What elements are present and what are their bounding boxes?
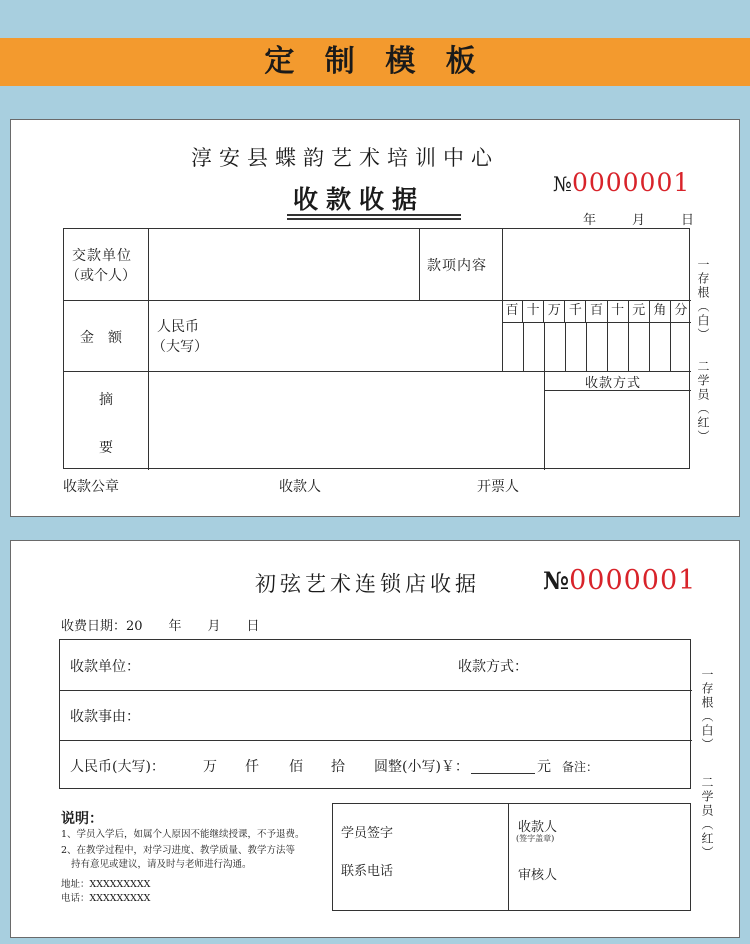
column-divider [419, 229, 420, 300]
copy-label-student: 二学员（红） [700, 776, 714, 860]
date-line [583, 209, 694, 228]
serial-value: 0000001 [569, 565, 697, 596]
column-divider [544, 371, 545, 470]
summary-label-2: 要 [99, 440, 113, 456]
receipt-card-2 [10, 540, 740, 938]
row-divider [60, 740, 692, 741]
note-line-3: 持有意见或建议，请及时与老师进行沟通。 [71, 859, 252, 870]
digit-hundred-million: 百 [502, 300, 523, 322]
row-divider [60, 690, 692, 691]
serial-number [553, 168, 690, 197]
rmb-sub-label: （大写） [152, 339, 208, 355]
contact-phone-label: 联系电话 [341, 864, 394, 879]
receiver-note: (签字盖章) [516, 834, 555, 843]
digit-fen: 分 [674, 303, 688, 318]
banner-title: 定 制 模 板 [264, 44, 486, 79]
phone-line: 电话：XXXXXXXXX [61, 893, 151, 904]
number-sign: № [553, 172, 572, 196]
receiver-label: 收款人 [518, 820, 558, 835]
date-line: 收费日期：20 年 月 日 [61, 619, 260, 634]
receipt-table [59, 639, 691, 789]
small-amount-label: 圆整(小写)￥： [374, 759, 469, 775]
digit-hundred: 百 [586, 300, 607, 322]
digit-ten-thousand: 万 [544, 300, 565, 322]
copy-label-stub: 一存根（白） [696, 258, 710, 342]
unit-qian: 仟 [245, 759, 259, 775]
note-line-1: 1、学员入学后，如属个人原因不能继续授课，不予退费。 [61, 829, 305, 840]
column-divider [148, 229, 149, 470]
payment-method-label: 收款方式： [458, 659, 528, 675]
digit-jiao: 角 [650, 300, 671, 322]
payer-label: 交款单位 [72, 248, 132, 264]
payer-label: 收款单位： [70, 659, 140, 675]
payer-sub-label: （或个人） [66, 268, 136, 284]
footer-seal: 收款公章 [63, 479, 119, 495]
unit-bai: 佰 [289, 759, 303, 775]
address-line: 地址：XXXXXXXXX [61, 879, 151, 890]
signature-divider [508, 804, 509, 910]
title-underline-2 [287, 218, 461, 220]
copy-label-student: 二学员（红） [696, 360, 710, 444]
title-underline [287, 214, 461, 216]
summary-label-1: 摘 [99, 392, 113, 408]
student-sign-label: 学员签字 [341, 826, 394, 841]
date-day: 日 [681, 213, 695, 228]
number-sign: № [543, 566, 570, 595]
amount-underline [471, 773, 535, 774]
receipt-title: 收款收据 [293, 185, 426, 214]
template-banner [0, 38, 750, 86]
reason-label: 收款事由： [70, 709, 140, 725]
receipt-card-1 [10, 119, 740, 517]
digit-ten: 十 [608, 300, 629, 322]
reviewer-label: 审核人 [518, 868, 558, 883]
signature-box [332, 803, 691, 911]
digit-thousand: 千 [565, 300, 586, 322]
date-year: 年 [583, 213, 597, 228]
note-line-2: 2、在教学过程中，对学习进度、教学质量、教学方法等 [61, 845, 296, 856]
serial-number [543, 565, 696, 596]
receipt-title: 初弦艺术连锁店收据 [255, 572, 480, 596]
notes-title: 说明： [61, 811, 103, 827]
copy-label-stub: 一存根（白） [700, 668, 714, 752]
serial-value: 0000001 [571, 168, 691, 197]
digit-header-line [502, 322, 691, 323]
unit-shi: 拾 [331, 759, 345, 775]
digit-yuan: 元 [629, 300, 650, 322]
unit-wan: 万 [203, 759, 217, 775]
rmb-label: 人民币 [157, 319, 199, 335]
date-month: 月 [632, 213, 646, 228]
amount-label: 金 额 [80, 330, 122, 346]
amount-label: 人民币(大写)： [70, 759, 165, 775]
payment-method-label: 收款方式 [585, 376, 642, 391]
yuan-label: 元 [537, 759, 551, 775]
digit-headers [502, 300, 691, 322]
footer-receiver: 收款人 [279, 479, 321, 495]
item-label: 款项内容 [427, 258, 487, 274]
receipt-table [63, 228, 690, 469]
digit-ten-million: 十 [523, 300, 544, 322]
remark-label: 备注： [562, 760, 599, 774]
footer-issuer: 开票人 [477, 479, 519, 495]
organization-name: 淳安县蝶韵艺术培训中心 [191, 146, 499, 170]
